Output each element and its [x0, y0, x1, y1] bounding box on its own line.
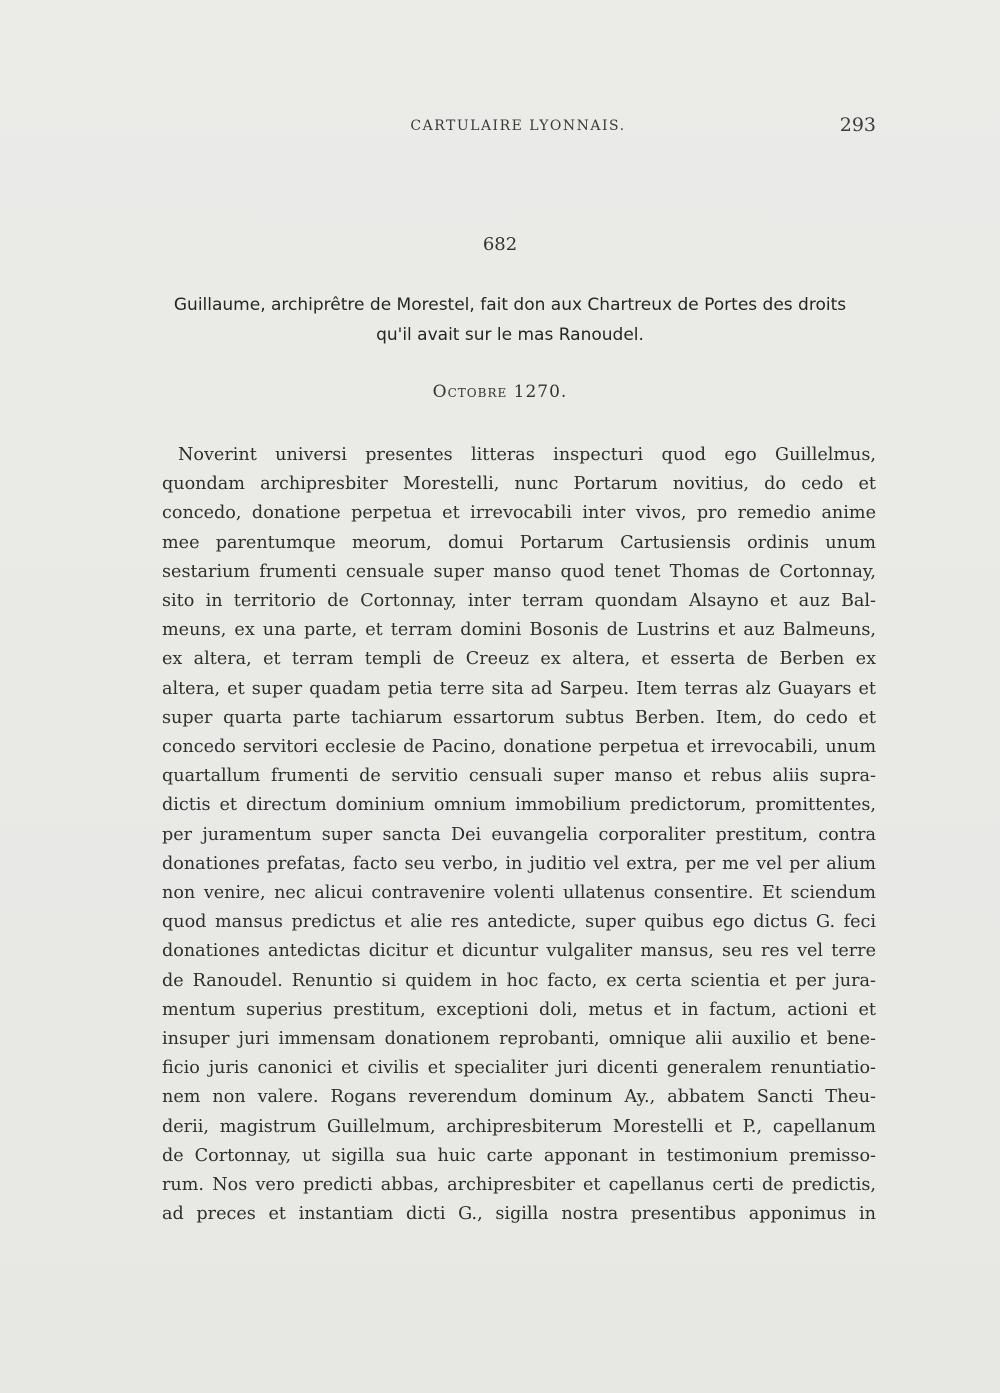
body-line: ficio juris canonici et civilis et specialiter juri dicenti generalem renuntiatio- — [162, 1058, 876, 1079]
body-line: nem non valere. Rogans reverendum dominum Ay., abbatem Sancti Theu- — [162, 1087, 876, 1108]
body-line: quartallum frumenti de servitio censuali super manso et rebus aliis supra- — [162, 766, 876, 787]
charter-date: Octobre 1270. — [432, 382, 568, 402]
body-line: derii, magistrum Guillelmum, archipresbiterum Morestelli et P., capellanum — [162, 1116, 876, 1137]
body-line: mee parentumque meorum, domui Portarum Cartusiensis ordinis unum — [162, 532, 876, 553]
body-line: altera, et super quadam petia terre sita ad Sarpeu. Item terras alz Guayars et — [162, 678, 876, 699]
body-line: quondam archipresbiter Morestelli, nunc Portarum novitius, do cedo et — [162, 474, 876, 495]
body-line: insuper juri immensam donationem reprobanti, omnique alii auxilio et bene- — [162, 1029, 876, 1050]
body-line: super quarta parte tachiarum essartorum subtus Berben. Item, do cedo et — [162, 707, 876, 728]
charter-heading-line-2: qu'il avait sur le mas Ranoudel. — [376, 325, 644, 345]
body-line: ex altera, et terram templi de Creeuz ex altera, et esserta de Berben ex — [162, 649, 876, 670]
charter-heading-line-1: Guillaume, archiprêtre de Morestel, fait don aux Chartreux de Portes des droits — [173, 295, 847, 315]
body-line: mentum superius prestitum, exceptioni doli, metus et in factum, actioni et — [162, 999, 876, 1020]
body-line: sito in territorio de Cortonnay, inter terram quondam Alsayno et auz Bal- — [162, 591, 876, 612]
charter-body-text — [162, 441, 876, 1229]
body-line: quod mansus predictus et alie res antedicte, super quibus ego dictus G. feci — [162, 912, 876, 933]
body-line: de Ranoudel. Renuntio si quidem in hoc facto, ex certa scientia et per jura- — [162, 970, 876, 991]
body-line: donationes prefatas, facto seu verbo, in juditio vel extra, per me vel per alium — [162, 853, 876, 874]
body-line: concedo, donatione perpetua et irrevocabili inter vivos, pro remedio anime — [162, 503, 876, 524]
page-number: 293 — [839, 114, 876, 136]
charter-heading — [150, 290, 870, 350]
body-line: concedo servitori ecclesie de Pacino, donatione perpetua et irrevocabili, unum — [162, 737, 876, 758]
body-line: dictis et directum dominium omnium immobilium predictorum, promittentes, — [162, 795, 876, 816]
running-title: CARTULAIRE LYONNAIS. — [410, 118, 626, 134]
charter-number: 682 — [482, 234, 518, 255]
running-head — [160, 114, 876, 142]
body-line: de Cortonnay, ut sigilla sua huic carte apponant in testimonium premisso- — [162, 1145, 876, 1166]
body-line: Noverint universi presentes litteras inspecturi quod ego Guillelmus, — [178, 445, 876, 465]
body-line: meuns, ex una parte, et terram domini Bosonis de Lustrins et auz Balmeuns, — [162, 620, 876, 641]
body-line: per juramentum super sancta Dei euvangelia corporaliter prestitum, contra — [162, 824, 876, 845]
body-line: sestarium frumenti censuale super manso quod tenet Thomas de Cortonnay, — [162, 561, 876, 582]
body-line: rum. Nos vero predicti abbas, archipresbiter et capellanus certi de predictis, — [162, 1175, 876, 1196]
body-line: non venire, nec alicui contravenire volenti ullatenus consentire. Et sciendum — [162, 883, 876, 904]
body-line: ad preces et instantiam dicti G., sigilla nostra presentibus apponimus in — [162, 1204, 876, 1225]
body-line: donationes antedictas dicitur et dicuntur vulgaliter mansus, seu res vel terre — [162, 941, 876, 962]
